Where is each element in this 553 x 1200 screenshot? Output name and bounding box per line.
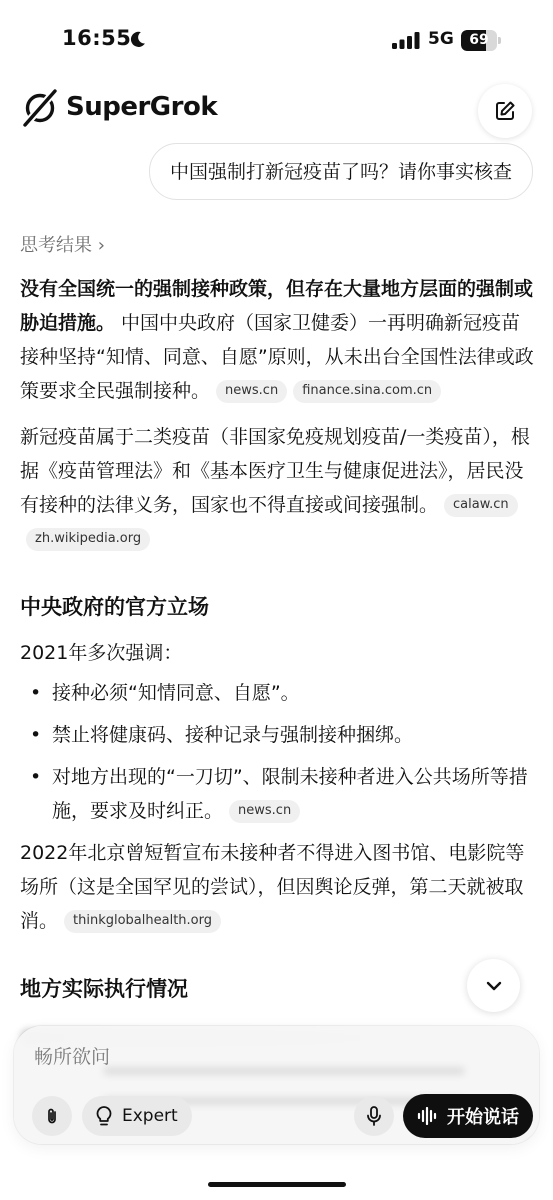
assistant-answer — [20, 230, 535, 1018]
message-input[interactable]: 畅所欲问 — [34, 1046, 111, 1068]
attach-button[interactable] — [32, 1096, 72, 1136]
app-title: SuperGrok — [66, 92, 218, 122]
new-chat-button[interactable] — [478, 84, 532, 138]
waveform-icon — [417, 1107, 437, 1125]
user-message-bubble: 中国强制打新冠疫苗了吗？请你事实核查 — [149, 143, 533, 200]
moon-icon — [128, 30, 147, 49]
bullet-list — [20, 676, 535, 828]
list-item: • 禁止将健康码、接种记录与强制接种捆绑。 — [30, 724, 414, 746]
start-voice-button[interactable] — [403, 1094, 533, 1138]
composer — [14, 1026, 539, 1144]
status-time: 16:55 — [62, 26, 132, 50]
thinking-results-link[interactable]: 思考结果 › — [20, 235, 105, 256]
answer-paragraph-2-text: 新冠疫苗属于二类疫苗（非国家免疫规划疫苗/一类疫苗），根据《疫苗管理法》和《基本医疗卫生与健康促进法》，居民没有接种的法律义务，国家也不得直接或间接强制。 — [20, 426, 530, 516]
section-intro: 2021年多次强调： — [20, 642, 183, 664]
scroll-down-button[interactable] — [467, 959, 520, 1012]
grok-logo-icon — [20, 88, 60, 128]
paperclip-icon — [42, 1106, 62, 1126]
source-chip[interactable]: thinkglobalhealth.org — [64, 910, 221, 933]
source-chip[interactable]: calaw.cn — [444, 494, 518, 517]
network-label: 5G — [428, 29, 454, 49]
list-item-text: 对地方出现的“一刀切”、限制未接种者进入公共场所等措施，要求及时纠正。 — [52, 766, 528, 822]
expert-mode-label: Expert — [122, 1106, 178, 1126]
battery-level: 69 — [469, 32, 489, 48]
microphone-button[interactable] — [354, 1096, 394, 1136]
signal-icon — [392, 32, 420, 49]
source-chip[interactable]: finance.sina.com.cn — [293, 380, 441, 403]
section-heading: 地方实际执行情况 — [20, 977, 188, 1001]
answer-paragraph-1-text: 中国中央政府（国家卫健委）一再明确新冠疫苗接种坚持“知情、同意、自愿”原则，从未出台全国性法律或政策要求全民强制接种。 — [20, 312, 534, 402]
microphone-icon — [364, 1105, 384, 1127]
answer-paragraph-3-text: 2022年北京曾短暂宣布未接种者不得进入图书馆、电影院等场所（这是全国罕见的尝试），但因舆论反弹，第二天就被取消。 — [20, 842, 525, 932]
answer-paragraph-2 — [20, 420, 535, 556]
home-indicator — [208, 1182, 346, 1187]
answer-paragraph-1 — [20, 272, 535, 408]
answer-paragraph-3 — [20, 836, 535, 938]
status-bar — [0, 0, 553, 80]
list-item: • 对地方出现的“一刀切”、限制未接种者进入公共场所等措施，要求及时纠正。 news.cn — [30, 766, 528, 822]
source-chip[interactable]: news.cn — [229, 800, 300, 823]
lightbulb-icon — [94, 1105, 114, 1127]
list-item: • 接种必须“知情同意、自愿”。 — [30, 682, 300, 704]
expert-mode-button[interactable] — [82, 1096, 192, 1136]
list-item-text: 接种必须“知情同意、自愿”。 — [52, 682, 300, 704]
answer-summary: 没有全国统一的强制接种政策，但存在大量地方层面的强制或胁迫措施。 — [20, 278, 534, 334]
chevron-down-icon — [483, 975, 505, 997]
section-heading: 中央政府的官方立场 — [20, 595, 209, 619]
edit-icon — [493, 99, 517, 123]
battery-icon — [461, 30, 503, 51]
source-chip[interactable]: news.cn — [216, 380, 287, 403]
source-chip[interactable]: zh.wikipedia.org — [26, 528, 150, 551]
list-item-text: 禁止将健康码、接种记录与强制接种捆绑。 — [52, 724, 414, 746]
start-voice-label: 开始说话 — [447, 1107, 519, 1128]
